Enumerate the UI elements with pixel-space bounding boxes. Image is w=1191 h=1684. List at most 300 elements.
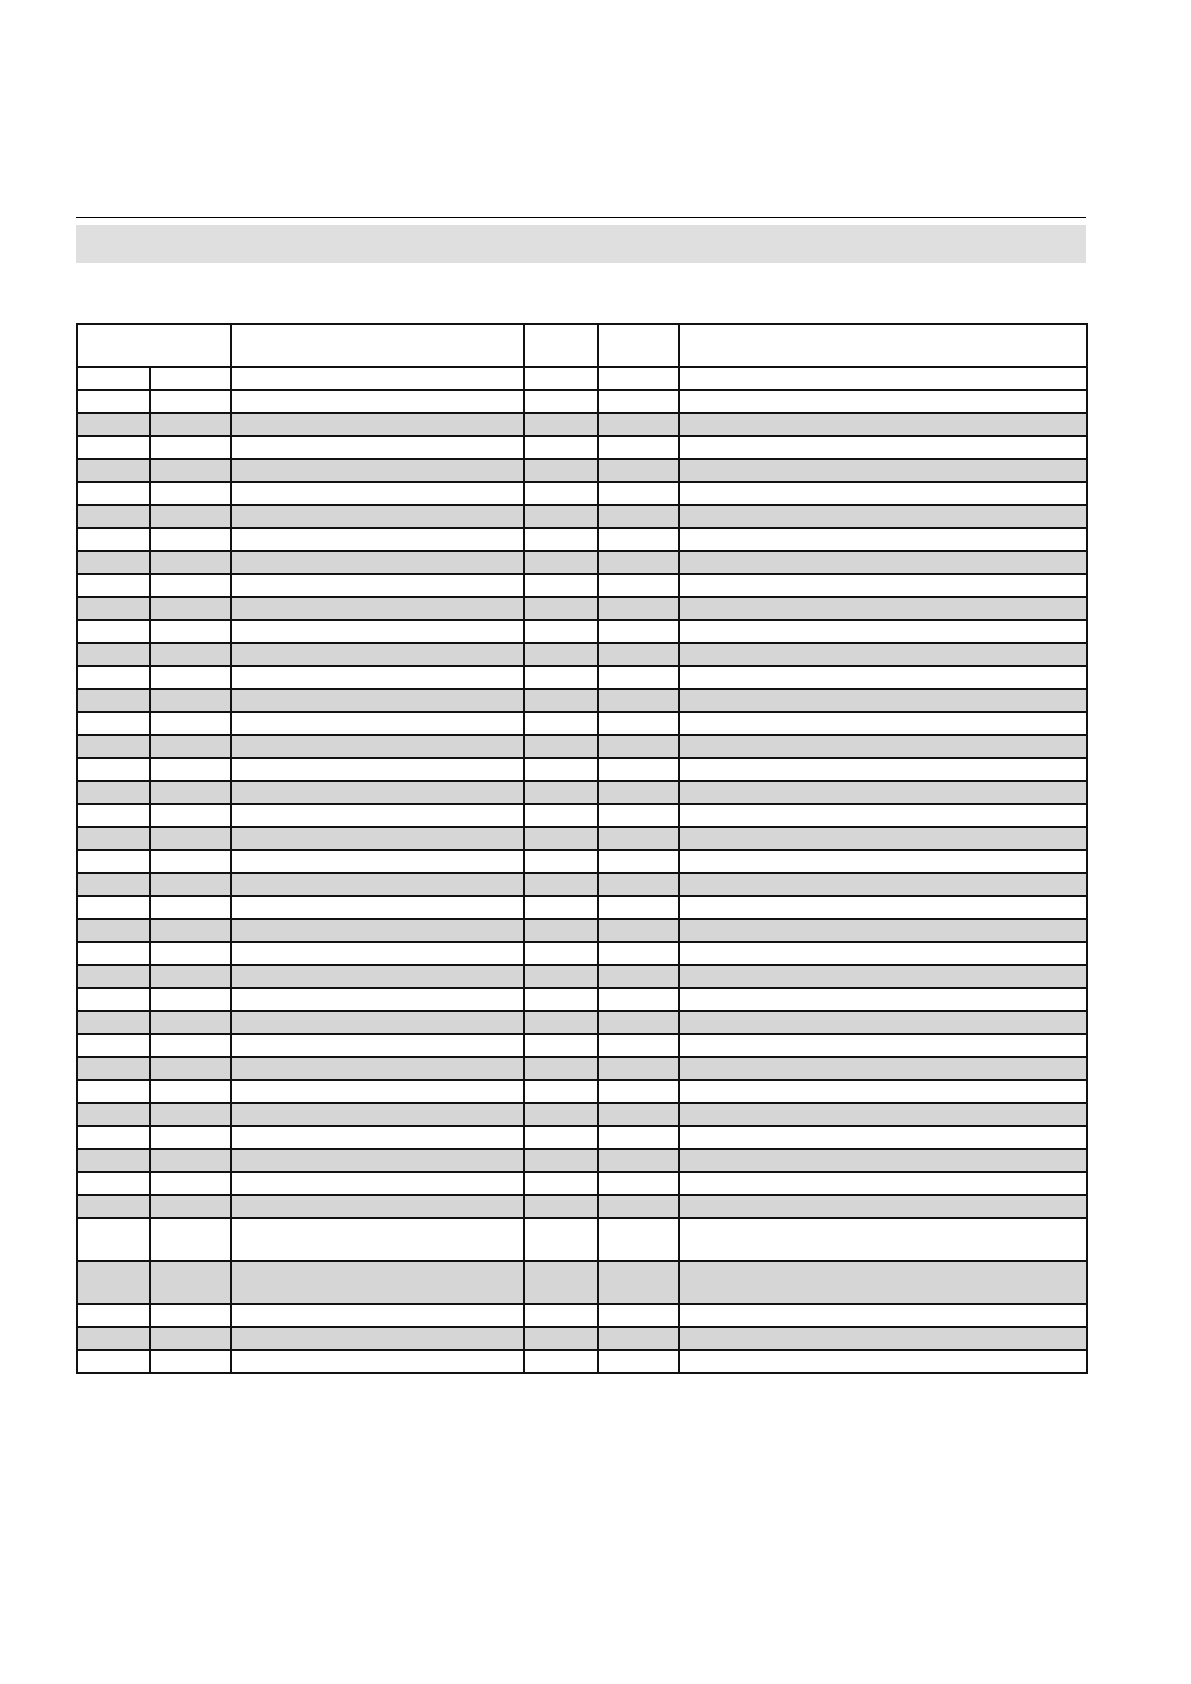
table-cell [77,827,150,850]
table-cell [524,1327,598,1350]
table-cell [598,390,679,413]
table-cell [524,988,598,1011]
table-cell [231,942,524,965]
table-cell [598,850,679,873]
table-cell [679,1034,1087,1057]
table-cell [77,482,150,505]
table-row [77,505,1087,528]
table-row [77,873,1087,896]
table-cell [150,666,231,689]
table-cell [77,1195,150,1218]
table-cell [150,482,231,505]
table-cell [150,781,231,804]
table-cell [150,1327,231,1350]
table-cell [679,1261,1087,1304]
table-row [77,620,1087,643]
table-cell [231,1080,524,1103]
table-cell [231,1126,524,1149]
table-row [77,689,1087,712]
table-cell [524,390,598,413]
table-cell [679,735,1087,758]
table-row [77,436,1087,459]
table-cell [524,712,598,735]
table-cell [77,873,150,896]
table-row [77,1149,1087,1172]
table-cell [679,1218,1087,1261]
table-cell [150,597,231,620]
table-cell [598,804,679,827]
table-cell [231,620,524,643]
table-cell [150,620,231,643]
table-cell [150,988,231,1011]
table-row [77,850,1087,873]
table-cell [150,436,231,459]
table-cell [231,1011,524,1034]
table-cell [679,781,1087,804]
table-cell [150,896,231,919]
table-row [77,942,1087,965]
table-cell [77,1126,150,1149]
table-cell [77,988,150,1011]
table-cell [679,712,1087,735]
table-cell [231,482,524,505]
table-cell [231,1103,524,1126]
table-cell [150,1218,231,1261]
table-cell [524,965,598,988]
table-cell [150,643,231,666]
table-cell [150,1261,231,1304]
table-cell [77,1261,150,1304]
table-cell [77,1057,150,1080]
table-cell [524,1126,598,1149]
table-cell [150,1126,231,1149]
table-row [77,390,1087,413]
table-cell [598,1034,679,1057]
table-cell [598,1327,679,1350]
table-cell [77,505,150,528]
table-cell [679,528,1087,551]
table-cell [679,689,1087,712]
header-cell [679,324,1087,367]
table-cell [679,1327,1087,1350]
table-cell [679,597,1087,620]
table-cell [679,942,1087,965]
data-table [76,323,1088,1374]
table-cell [524,919,598,942]
table-cell [679,1057,1087,1080]
table-cell [77,643,150,666]
table-cell [231,436,524,459]
table-cell [524,758,598,781]
table-cell [598,942,679,965]
table-row [77,1350,1087,1373]
table-cell [231,1304,524,1327]
table-cell [598,482,679,505]
table-cell [524,413,598,436]
table-row [77,574,1087,597]
table-cell [679,643,1087,666]
table-cell [77,1103,150,1126]
table-row [77,896,1087,919]
table-cell [77,1080,150,1103]
table-cell [231,551,524,574]
table-cell [679,505,1087,528]
header-cell [231,324,524,367]
table-cell [231,781,524,804]
table-cell [679,1080,1087,1103]
table-cell [524,643,598,666]
table-row [77,712,1087,735]
table-cell [524,505,598,528]
table-row [77,551,1087,574]
table-cell [150,689,231,712]
table-cell [150,735,231,758]
table-cell [598,689,679,712]
table-cell [598,436,679,459]
table-cell [598,551,679,574]
table-cell [679,413,1087,436]
table-cell [524,942,598,965]
table-cell [231,1172,524,1195]
table-cell [231,505,524,528]
table-cell [524,1195,598,1218]
table-cell [77,1327,150,1350]
table-cell [524,896,598,919]
table-cell [231,804,524,827]
table-cell [150,1103,231,1126]
table-cell [679,459,1087,482]
table-cell [598,1195,679,1218]
table-cell [679,620,1087,643]
table-cell [524,827,598,850]
table-row [77,827,1087,850]
table-cell [77,390,150,413]
table-cell [598,1350,679,1373]
table-cell [77,1350,150,1373]
table-cell [77,1011,150,1034]
table-cell [679,666,1087,689]
table-cell [679,1304,1087,1327]
table-cell [231,758,524,781]
table-cell [77,367,150,390]
table-cell [598,919,679,942]
table-row [77,1172,1087,1195]
table-cell [77,850,150,873]
table-cell [524,666,598,689]
table-cell [150,712,231,735]
table-cell [77,1034,150,1057]
table-cell [598,1149,679,1172]
table-cell [150,367,231,390]
table-cell [598,505,679,528]
table-row [77,1126,1087,1149]
table-cell [77,436,150,459]
table-row [77,1103,1087,1126]
table-cell [679,1195,1087,1218]
table-row [77,666,1087,689]
table-cell [524,735,598,758]
table-cell [150,390,231,413]
table-cell [524,1034,598,1057]
table-row [77,758,1087,781]
table-cell [231,988,524,1011]
table-cell [231,689,524,712]
table-cell [679,988,1087,1011]
table-cell [598,1304,679,1327]
table-cell [231,1057,524,1080]
table-cell [77,459,150,482]
table-cell [77,781,150,804]
table-cell [231,390,524,413]
table-row [77,1304,1087,1327]
table-cell [598,666,679,689]
table-cell [598,965,679,988]
table-cell [679,1350,1087,1373]
top-rule [76,217,1086,218]
table-cell [150,574,231,597]
table-row [77,597,1087,620]
table-cell [524,1011,598,1034]
table-cell [524,1350,598,1373]
table-cell [231,597,524,620]
table-cell [524,1080,598,1103]
table-cell [77,689,150,712]
table-cell [150,1034,231,1057]
table-cell [150,1172,231,1195]
table-cell [524,1304,598,1327]
header-cell [77,324,231,367]
table-cell [77,528,150,551]
table-row [77,1080,1087,1103]
table-cell [150,1080,231,1103]
table-cell [679,896,1087,919]
table-cell [524,597,598,620]
table-cell [231,1327,524,1350]
table-row [77,1011,1087,1034]
table-cell [77,1304,150,1327]
table-cell [679,873,1087,896]
table-cell [679,390,1087,413]
table-cell [524,1149,598,1172]
table-cell [598,735,679,758]
table-cell [524,1103,598,1126]
table-row [77,413,1087,436]
table-row [77,919,1087,942]
header-cell [598,324,679,367]
table-row [77,1195,1087,1218]
table-cell [598,712,679,735]
table-cell [150,1350,231,1373]
table-cell [77,919,150,942]
table-cell [598,873,679,896]
table-cell [77,413,150,436]
table-cell [77,758,150,781]
table-row [77,1261,1087,1304]
table-cell [598,1218,679,1261]
table-cell [598,1103,679,1126]
table-cell [77,735,150,758]
table-cell [679,758,1087,781]
table-cell [231,1034,524,1057]
table-cell [679,367,1087,390]
table-cell [231,827,524,850]
table-cell [679,850,1087,873]
table-cell [598,413,679,436]
table-cell [679,965,1087,988]
table-cell [150,1304,231,1327]
table-row [77,804,1087,827]
table-cell [598,1057,679,1080]
table-cell [524,482,598,505]
table-cell [679,1172,1087,1195]
title-band [76,225,1086,263]
table-cell [524,528,598,551]
table-cell [77,965,150,988]
table-cell [598,1172,679,1195]
table-cell [231,712,524,735]
table-row [77,367,1087,390]
table-cell [231,1149,524,1172]
table-cell [598,896,679,919]
table-cell [77,620,150,643]
table-cell [598,1261,679,1304]
table-header-row [77,324,1087,367]
table-cell [150,942,231,965]
table-cell [679,1103,1087,1126]
table-row [77,988,1087,1011]
table-cell [77,896,150,919]
table-cell [77,1218,150,1261]
table-cell [598,1126,679,1149]
table-row [77,781,1087,804]
table-cell [150,965,231,988]
table-cell [679,436,1087,459]
table-cell [150,505,231,528]
table-cell [150,459,231,482]
table-cell [679,574,1087,597]
table-cell [150,804,231,827]
table-cell [150,1195,231,1218]
table-cell [679,827,1087,850]
table-row [77,1034,1087,1057]
table-row [77,1327,1087,1350]
table-cell [679,551,1087,574]
table-cell [598,988,679,1011]
table-cell [524,1218,598,1261]
table-cell [524,804,598,827]
table-row [77,528,1087,551]
table-cell [598,643,679,666]
table-row [77,459,1087,482]
table-cell [150,827,231,850]
table-cell [150,551,231,574]
table-row [77,1057,1087,1080]
table-cell [77,804,150,827]
table-cell [231,367,524,390]
table-body [77,324,1087,1373]
table-cell [231,666,524,689]
table-cell [77,942,150,965]
table-cell [231,873,524,896]
table-cell [524,620,598,643]
table-cell [524,1261,598,1304]
table-cell [77,1172,150,1195]
table-cell [524,1172,598,1195]
header-cell [524,324,598,367]
table-cell [231,643,524,666]
table-cell [679,1149,1087,1172]
table-cell [231,850,524,873]
table-cell [524,850,598,873]
table-cell [598,758,679,781]
table-cell [150,919,231,942]
table-cell [598,574,679,597]
table-cell [150,873,231,896]
table-cell [524,574,598,597]
table-cell [598,459,679,482]
table-cell [524,689,598,712]
table-cell [231,413,524,436]
table-cell [231,459,524,482]
table-cell [150,850,231,873]
table-row [77,735,1087,758]
table-cell [231,528,524,551]
table-cell [679,1126,1087,1149]
table-row [77,643,1087,666]
table-cell [150,758,231,781]
table-cell [77,551,150,574]
table-cell [77,712,150,735]
table-cell [231,574,524,597]
table-cell [77,574,150,597]
table-cell [231,735,524,758]
table-cell [77,666,150,689]
table-cell [679,1011,1087,1034]
table-cell [598,620,679,643]
table-cell [524,781,598,804]
table-cell [150,1149,231,1172]
table-cell [231,1261,524,1304]
table-cell [679,482,1087,505]
table-cell [150,413,231,436]
table-row [77,482,1087,505]
table-cell [524,1057,598,1080]
table-cell [524,459,598,482]
table-cell [231,1195,524,1218]
table-cell [598,1011,679,1034]
table-cell [150,1057,231,1080]
table-cell [598,781,679,804]
table-cell [231,919,524,942]
table-cell [524,436,598,459]
table-cell [598,367,679,390]
table-row [77,965,1087,988]
table-cell [524,551,598,574]
table-cell [598,1080,679,1103]
table-cell [150,528,231,551]
table-cell [231,1218,524,1261]
table-cell [598,597,679,620]
table-cell [77,597,150,620]
table-cell [598,528,679,551]
table-cell [679,804,1087,827]
table-cell [679,919,1087,942]
table-cell [150,1011,231,1034]
table-cell [231,896,524,919]
table-cell [524,873,598,896]
table-cell [524,367,598,390]
table-cell [598,827,679,850]
